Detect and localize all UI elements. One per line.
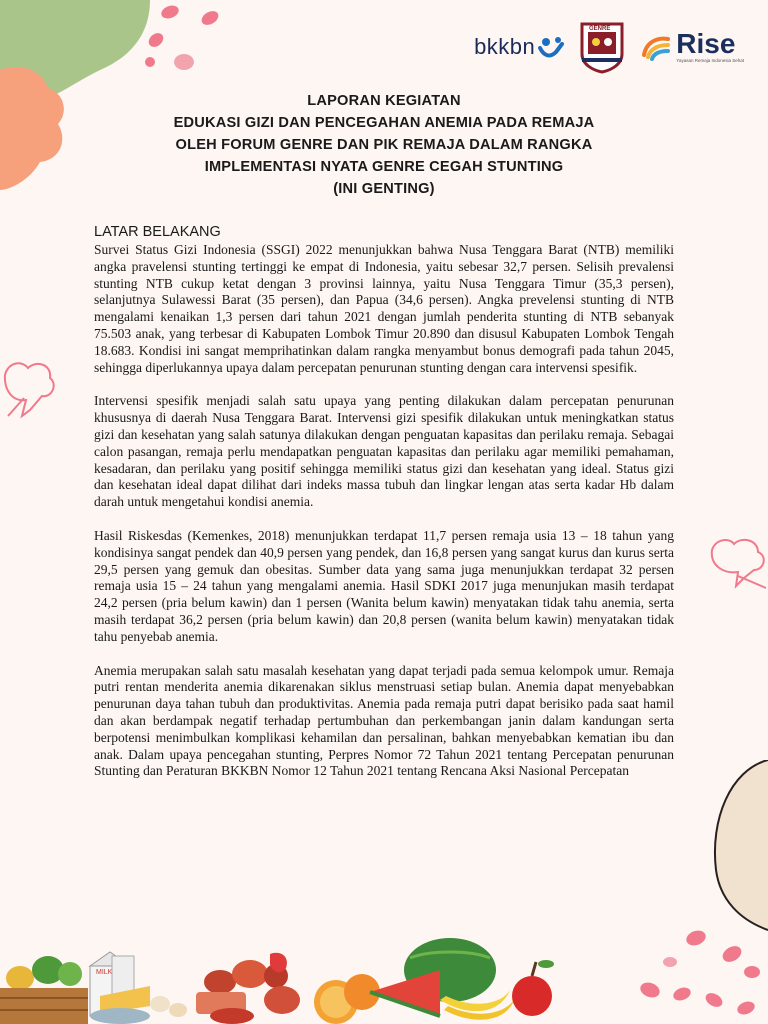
broccoli-outline-left — [0, 350, 60, 420]
bkkbn-heart-icon — [538, 36, 564, 58]
apple-icon — [512, 960, 554, 1016]
food-illustration-strip — [0, 930, 600, 1024]
pink-dot — [159, 3, 180, 20]
spoon-decoration — [690, 760, 768, 940]
paragraph: Anemia merupakan salah satu masalah kesehatan yang dapat terjadi pada semua kelompok umur. Remaja putri rentan menderita anemia dikarenakan siklus menstruasi setiap bulan. Anemia dapat menyebabkan penurunan daya tahan tubuh dan produktivitas. Anemia pada remaja putri dapat berisiko pada saat hamil dan akan berdampak negatif terhadap pertumbuhan dan perkembangan janin dalam kandungan serta berpotensi menimbulkan komplikasi kehamilan dan persalinan, bahkan menyebabkan kematian ibu dan anak. Dalam upaya pencegahan stunting, Perpres Nomor 72 Tahun 2021 tentang Percepatan penurunan Stunting dan Peraturan BKKBN Nomor 12 Tahun 2021 tentang Rencana Aksi Nasional Percepatan — [94, 662, 674, 779]
section-heading: LATAR BELAKANG — [94, 224, 221, 240]
vegetable-basket-icon — [0, 956, 88, 1024]
rise-logo — [640, 30, 744, 64]
genre-seal-text: GENRE — [589, 26, 611, 32]
document-body — [94, 224, 674, 780]
title-line: OLEH FORUM GENRE DAN PIK REMAJA DALAM RANGKA — [175, 137, 593, 153]
orange-icon — [314, 974, 380, 1024]
title-line: LAPORAN KEGIATAN — [307, 93, 461, 109]
logo-bar — [474, 20, 744, 74]
rise-tagline: Yayasan Remaja Indonesia Sehat — [676, 58, 744, 64]
pink-dot — [174, 54, 194, 70]
pink-dot — [146, 30, 166, 49]
title-line: (INI GENTING) — [333, 181, 435, 197]
rise-wordmark: Rise — [676, 28, 736, 60]
bkkbn-wordmark: bkkbn — [474, 34, 536, 59]
pink-dot — [199, 8, 221, 27]
paragraph: Hasil Riskesdas (Kemenkes, 2018) menunjukkan terdapat 11,7 persen remaja usia 13 – 18 tahun yang kondisinya sangat pendek dan 40,9 persen yang pendek, dan 16,8 persen yang sangat kurus dan kurus serta 29,5 persen yang gemuk dan obesitas. Sumber data yang sama juga menunjukkan terdapat 32 persen remaja usia 15 – 24 tahun yang mengalami anemia. Hasil SDKI 2017 juga menunjukan masih terdapat 24,2 persen (pria belum kawin) dan 1 persen (Wanita belum kawin) menyatakan tidak tahu anemia, serta masih terdapat 36,2 persen (pria belum kawin) dan 20,8 persen (wanita belum kawin) menyatakan tidak tahu penyebab anemia. — [94, 527, 674, 644]
genre-seal-logo — [578, 20, 626, 74]
title-line: EDUKASI GIZI DAN PENCEGAHAN ANEMIA PADA REMAJA — [173, 115, 595, 131]
fish-icon — [90, 1008, 150, 1024]
title-line: IMPLEMENTASI NYATA GENRE CEGAH STUNTING — [204, 159, 564, 175]
eggs-icon — [150, 996, 187, 1017]
paragraph: Intervensi spesifik menjadi salah satu upaya yang penting dilakukan dalam percepatan penurunan khususnya di daerah Nusa Tenggara Barat. Intervensi gizi spesifik dilakukan untuk meningkatkan status gizi dan kesehatan yang salah satunya dilakukan dengan penguatan kapasitas dan perilaku remaja. Sebagai calon pasangan, remaja perlu mendapatkan penguatan kapasitas dan perilaku agar memiliki pemahaman, kesadaran, dan perilaku yang positif sehingga memiliki status gizi dan kesehatan yang ideal. Status gizi dan kesehatan ideal dapat dilihat dari indeks massa tubuh dan lingkar lengan atas serta kadar Hb dalam darah untuk mengetahui kondisi anemia. — [94, 393, 674, 510]
bkkbn-logo — [474, 34, 564, 60]
report-title — [94, 90, 674, 200]
broccoli-outline-right — [706, 530, 768, 590]
rise-sun-icon — [640, 33, 672, 61]
paragraph: Survei Status Gizi Indonesia (SSGI) 2022 menunjukkan bahwa Nusa Tenggara Barat (NTB) memiliki angka pravelensi stunting tertinggi ke empat di Indonesia, yaitu sebesar 32,7 persen. Selisih prevalensi stunting NTB cukup ketat dengan 3 provinsi lainnya, yaitu Nusa Tenggara Timur (35,3 persen), selanjutnya Sulawessi Barat (35 persen), dan Papua (34,6 persen). Angka prevelensi stunting di NTB mengalami kenaikan 1,3 persen dari tahun 2021 dengan jumlah penderita stunting di NTB sebanyak 75.503 anak, yang terbesar di Kabupaten Lombok Timur 20.890 dan disusul Kabupaten Lombok Tengah 18.683. Kondisi ini sangat memprihatinkan dalam rangka menyambut bonus demografi pada tahun 2045, sehingga diperlukannya upaya dalam percepatan penurunan stunting dengan cara intervensi spesifik. — [94, 242, 674, 375]
milk-label: MILK — [96, 969, 113, 976]
pink-dot — [145, 57, 155, 67]
pink-dots-bottom-right — [620, 920, 768, 1024]
